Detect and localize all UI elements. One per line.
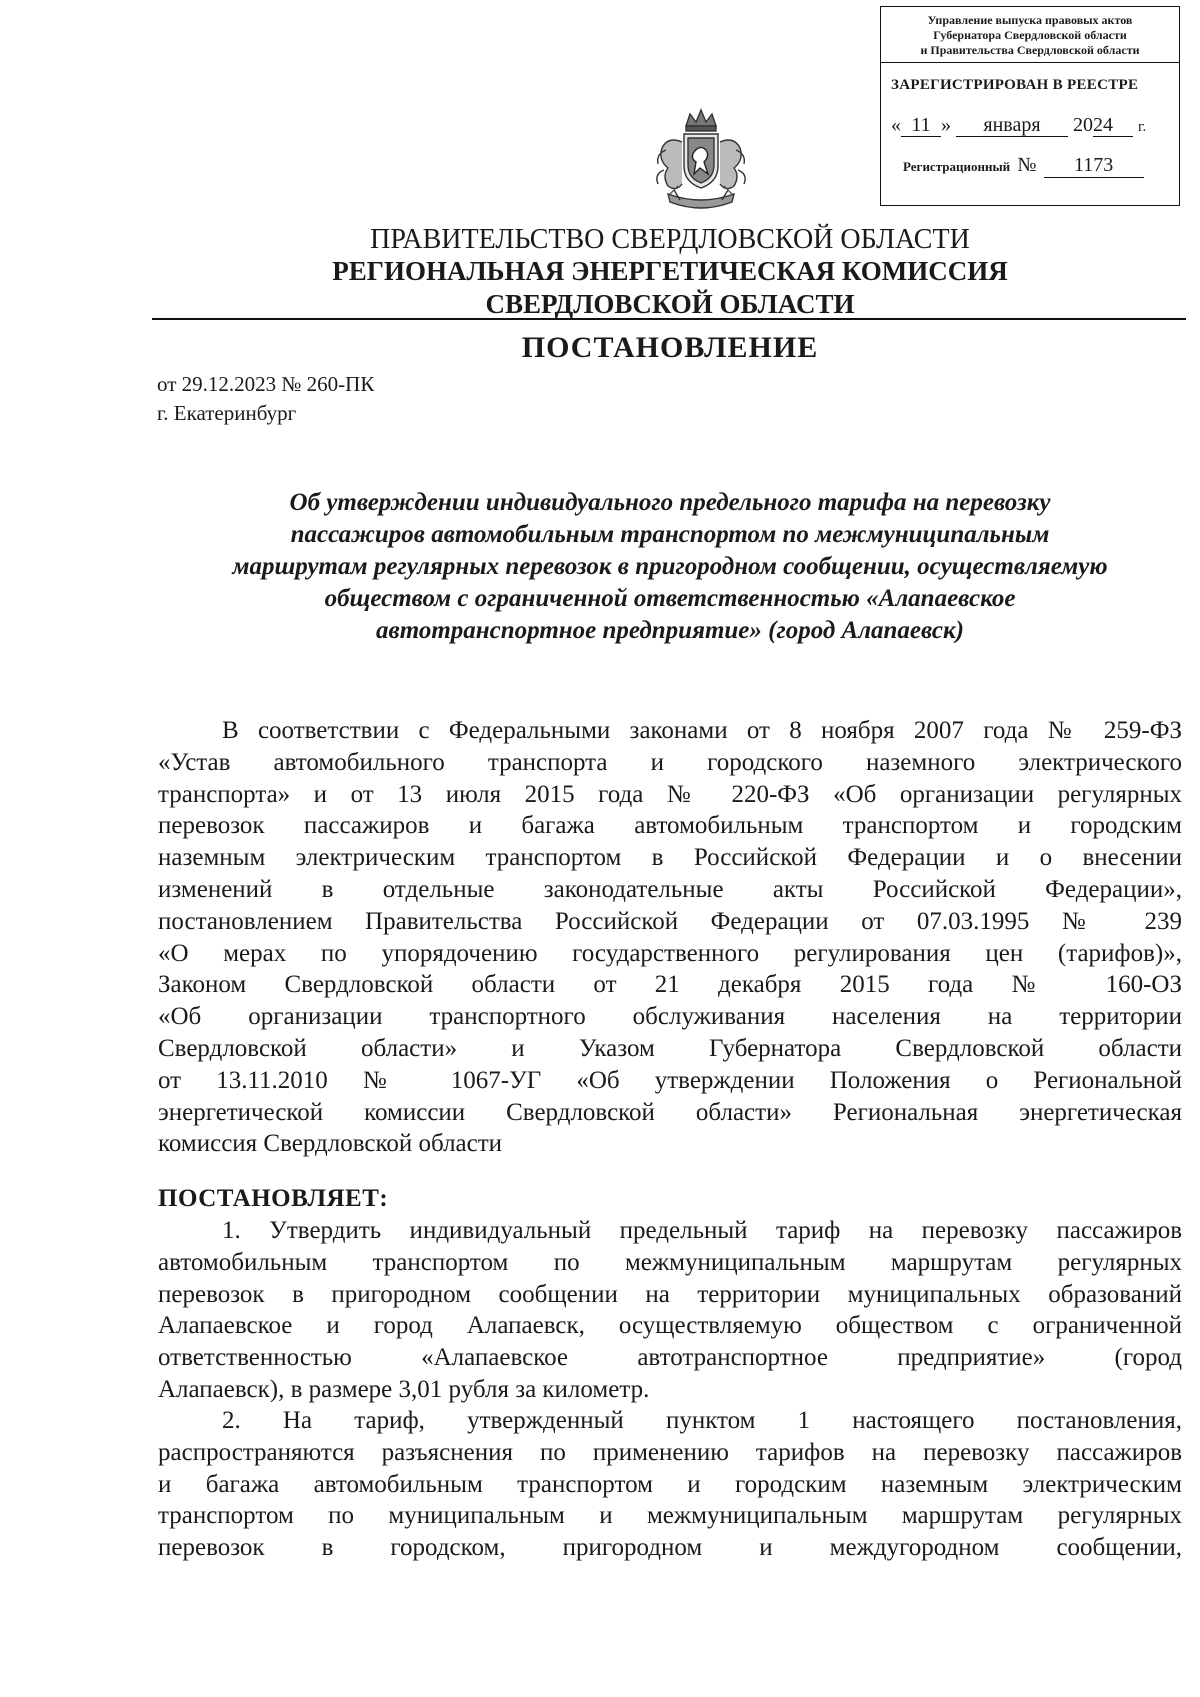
- resolves-heading: ПОСТАНОВЛЯЕТ:: [158, 1185, 389, 1212]
- stamp-date-open-quote: «: [891, 114, 901, 136]
- commission-name-line1: РЕГИОНАЛЬНАЯ ЭНЕРГЕТИЧЕСКАЯ КОМИССИЯ: [332, 256, 1008, 286]
- stamp-date-day: 11: [901, 114, 941, 137]
- stamp-issuer-line: Управление выпуска правовых актов: [927, 13, 1133, 27]
- registration-stamp: [880, 6, 1180, 206]
- paragraph-line: перевозок в городском, пригородном и междугородном сообщении,: [158, 1534, 1182, 1562]
- paragraph-line: постановлением Правительства Российской Федерации от 07.03.1995 № 239: [158, 907, 1182, 935]
- paragraph-line: «Об организации транспортного обслуживания населения на территории: [158, 1003, 1182, 1031]
- paragraph-line: 1. Утвердить индивидуальный предельный тариф на перевозку пассажиров: [222, 1217, 1182, 1244]
- stamp-reg-no-sign: №: [1017, 154, 1037, 176]
- stamp-reg-number: 1173: [1044, 154, 1144, 178]
- stamp-issuer-line: Губернатора Свердловской области: [933, 28, 1127, 42]
- paragraph-line: перевозок в пригородном сообщении на территории муниципальных образований: [158, 1280, 1182, 1308]
- subject-line: Об утверждении индивидуального предельного тарифа на перевозку: [289, 489, 1051, 516]
- paragraph-line: Свердловской области» и Указом Губернатора Свердловской области: [158, 1034, 1182, 1062]
- paragraph-line: Алапаевск), в размере 3,01 рубля за километр.: [158, 1375, 650, 1403]
- paragraph-line: перевозок пассажиров и багажа автомобильным транспортом и городским: [158, 812, 1182, 840]
- paragraph-line: транспортом по муниципальным и межмуниципальным маршрутам регулярных: [158, 1502, 1182, 1530]
- stamp-issuer-line: и Правительства Свердловской области: [920, 43, 1140, 57]
- paragraph-line: ответственностью «Алапаевское автотранспортное предприятие» (город: [158, 1344, 1182, 1372]
- paragraph-line: и багажа автомобильным транспортом и городским наземным электрическим: [158, 1470, 1182, 1498]
- stamp-date-close-quote: »: [941, 114, 951, 136]
- paragraph-line: Законом Свердловской области от 21 декабря 2015 года № 160-ОЗ: [158, 971, 1182, 999]
- paragraph-line: комиссия Свердловской области: [158, 1130, 503, 1158]
- document-subject: [150, 487, 1190, 647]
- paragraph-line: транспорта» и от 13 июля 2015 года № 220-ФЗ «Об организации регулярных: [158, 780, 1182, 808]
- document-type-title: ПОСТАНОВЛЕНИЕ: [521, 331, 819, 364]
- paragraph-line: наземным электрическим транспортом в Российской Федерации и о внесении: [158, 844, 1182, 872]
- paragraph-line: Алапаевское и город Алапаевск, осуществляемую обществом с ограниченной: [158, 1312, 1182, 1340]
- document-city: г. Екатеринбург: [157, 401, 297, 425]
- item-1-paragraph: [158, 1215, 1182, 1406]
- stamp-issuer: [881, 7, 1179, 63]
- stamp-date-year-prefix: 20: [1073, 114, 1093, 136]
- coat-of-arms-icon: [628, 108, 774, 218]
- government-name: ПРАВИТЕЛЬСТВО СВЕРДЛОВСКОЙ ОБЛАСТИ: [370, 224, 970, 255]
- paragraph-line: распространяются разъяснения по применению тарифов на перевозку пассажиров: [158, 1438, 1182, 1466]
- stamp-date-year-unit: г.: [1138, 119, 1147, 135]
- stamp-registration-number: [903, 154, 1179, 178]
- preamble-paragraph: [158, 715, 1182, 1160]
- paragraph-line: изменений в отдельные законодательные акты Российской Федерации»,: [158, 875, 1182, 903]
- stamp-date-month: января: [956, 114, 1068, 137]
- stamp-reg-label: Регистрационный: [903, 159, 1011, 174]
- paragraph-line: В соответствии с Федеральными законами от 8 ноября 2007 года № 259-ФЗ: [222, 717, 1182, 744]
- stamp-registered-title: ЗАРЕГИСТРИРОВАН В РЕЕСТРЕ: [891, 77, 1139, 93]
- item-2-paragraph: [158, 1405, 1182, 1564]
- paragraph-line: 2. На тариф, утвержденный пунктом 1 настоящего постановления,: [222, 1407, 1182, 1434]
- commission-name-line2: СВЕРДЛОВСКОЙ ОБЛАСТИ: [485, 289, 855, 319]
- document-date-number: от 29.12.2023 № 260-ПК: [157, 372, 375, 396]
- header-divider: [152, 318, 1186, 320]
- subject-line: пассажиров автомобильным транспортом по межмуниципальным: [290, 521, 1050, 548]
- paragraph-line: энергетической комиссии Свердловской области» Региональная энергетическая: [158, 1098, 1182, 1126]
- paragraph-line: автомобильным транспортом по межмуниципальным маршрутам регулярных: [158, 1248, 1182, 1276]
- paragraph-line: «Устав автомобильного транспорта и городского наземного электрического: [158, 748, 1182, 776]
- stamp-date-year-suffix: 24: [1093, 114, 1133, 137]
- paragraph-line: «О мерах по упорядочению государственного регулирования цен (тарифов)»,: [158, 939, 1182, 967]
- stamp-date: [891, 114, 1179, 140]
- subject-line: обществом с ограниченной ответственностью «Алапаевское: [324, 585, 1016, 612]
- subject-line: маршрутам регулярных перевозок в пригородном сообщении, осуществляемую: [232, 553, 1108, 580]
- subject-line: автотранспортное предприятие» (город Алапаевск): [376, 617, 964, 644]
- paragraph-line: от 13.11.2010 № 1067-УГ «Об утверждении Положения о Региональной: [158, 1066, 1182, 1094]
